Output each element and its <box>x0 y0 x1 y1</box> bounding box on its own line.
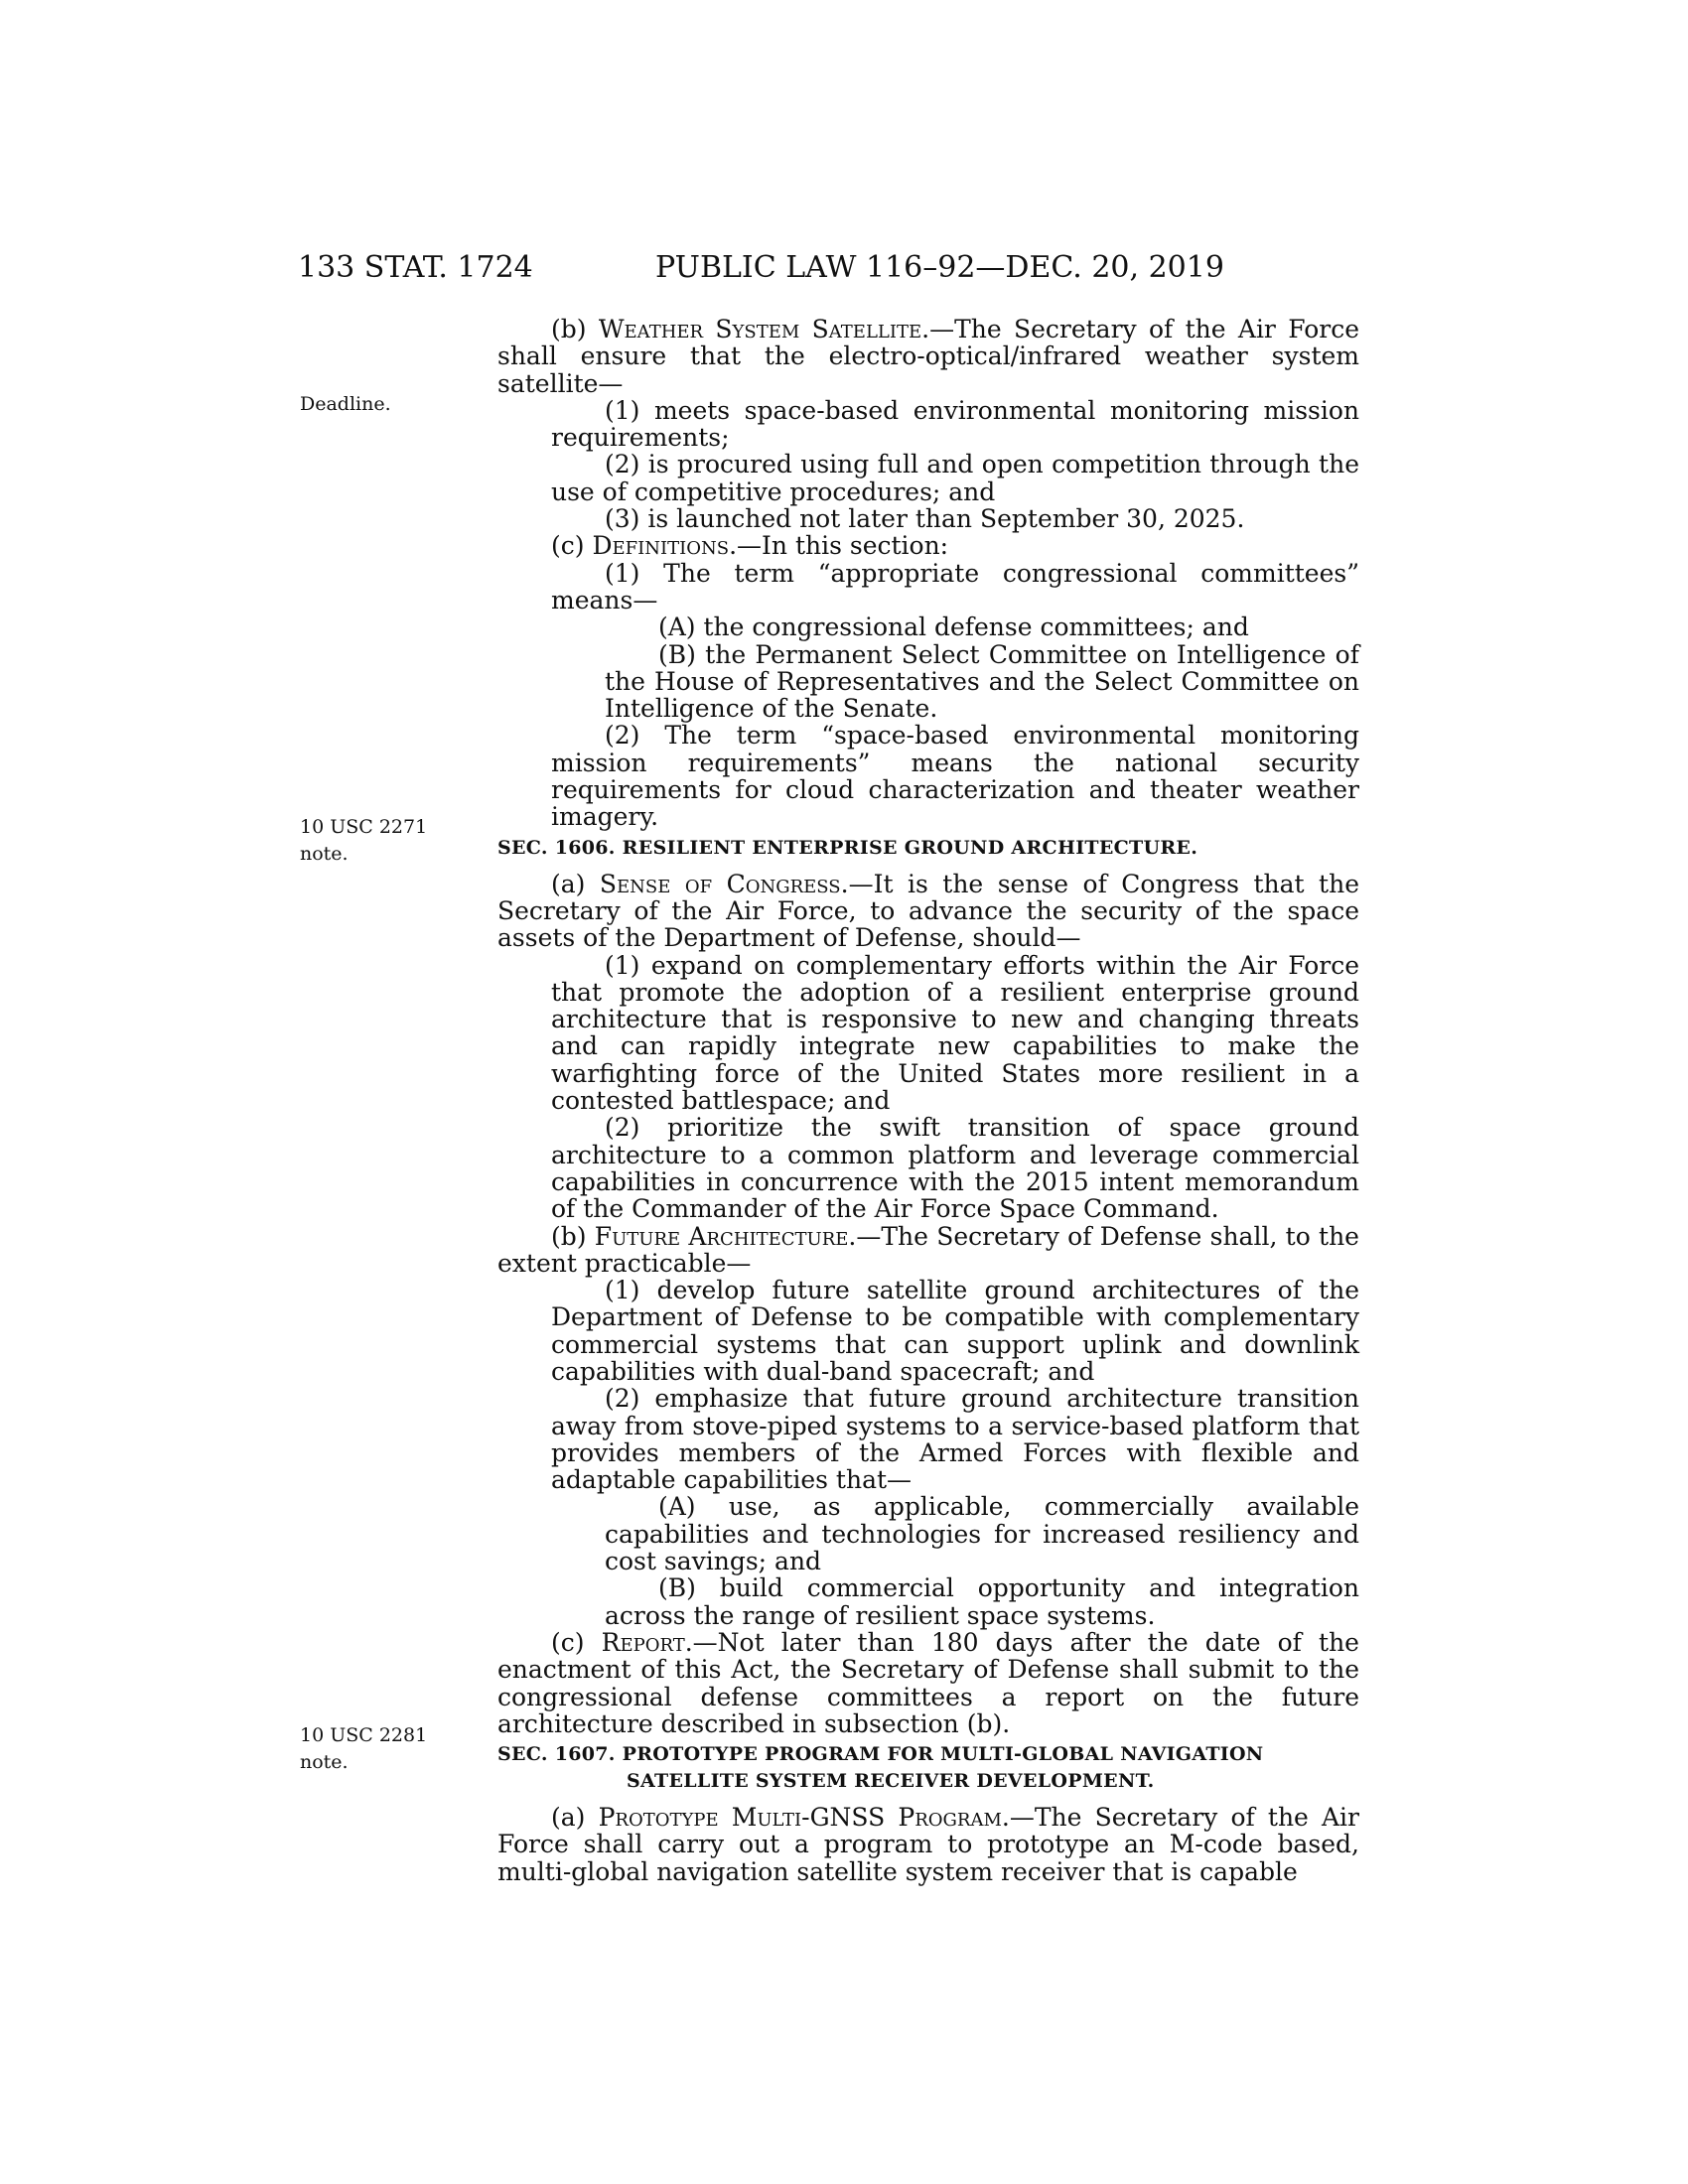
section-heading-line: SATELLITE SYSTEM RECEIVER DEVELOPMENT. <box>627 1770 1155 1793</box>
subparagraph-c1A: (A) the congressional defense committees; and <box>658 613 1249 642</box>
subsection-heading: Report. <box>601 1627 693 1657</box>
paragraph-b1: (1) meets space-based environmental monitoring mission requirements; <box>551 395 1359 453</box>
subsection-heading: Future Architecture. <box>594 1221 857 1251</box>
subsection-heading: Prototype Multi-GNSS Program. <box>598 1803 1010 1833</box>
margin-note-line: note. <box>300 1751 349 1773</box>
paragraph-c2: (2) The term “space-based environmental monitoring mission requirements” means the national security requirements for cloud characterization and theater weather imagery. <box>551 721 1359 832</box>
law-text-body <box>497 316 1359 1885</box>
subparagraph-c1B: (B) the Permanent Select Committee on Intelligence of the House of Representatives and the Select Committee on Intelligence of the Senate. <box>605 639 1359 724</box>
section-heading-line: SEC. 1607. PROTOTYPE PROGRAM FOR MULTI-GLOBAL NAVIGATION <box>497 1743 1264 1766</box>
subsection-a-sense-of-congress: (a) Sense of Congress.—It is the sense of Congress that the Secretary of the Air Force, to advance the security of the space assets of the Department of Defense, should— <box>497 869 1359 953</box>
page-header <box>298 250 1360 290</box>
paragraph-a2: (2) prioritize the swift transition of space ground architecture to a common platform and leverage commercial capabilities in concurrence with the 2015 intent memorandum of the Commander of the Air Force Space Command. <box>551 1113 1359 1224</box>
paragraph-fb2: (2) emphasize that future ground architecture transition away from stove-piped systems to a service-based platform that provides members of the Armed Forces with flexible and adaptable capabilities that— <box>551 1384 1359 1495</box>
subsection-c-report: (c) Report.—Not later than 180 days after the date of the enactment of this Act, the Secretary of Defense shall submit to the congressional defense committees a report on the future architecture described in subsection (b). <box>497 1627 1359 1738</box>
paragraph-fb1: (1) develop future satellite ground architectures of the Department of Defense to be compatible with complementary commercial systems that can support uplink and downlink capabilities with dual-band spacecraft; and <box>551 1276 1359 1386</box>
margin-note-line: 10 USC 2271 <box>300 816 428 838</box>
margin-note-text: Deadline. <box>300 393 391 415</box>
paragraph-b2: (2) is procured using full and open competition through the use of competitive procedures; and <box>551 450 1359 506</box>
subsection-c-definitions: (c) Definitions.—In this section: <box>551 531 949 561</box>
margin-note-line: note. <box>300 843 349 865</box>
section-1607-heading <box>497 1741 1359 1795</box>
paragraph-a1: (1) expand on complementary efforts within the Air Force that promote the adoption of a resilient enterprise ground architecture that is responsive to new and changing threats and can rapidly integrate new capabilities to make the warfighting force of the United States more resilient in a contested battlespace; and <box>551 950 1359 1116</box>
subsection-b-weather-system-satellite: (b) Weather System Satellite.—The Secretary of the Air Force shall ensure that the electro-optical/infrared weather system satellite— <box>497 315 1359 398</box>
margin-note-usc-2271 <box>300 814 427 868</box>
margin-note-deadline <box>300 391 391 418</box>
subsection-heading: Sense of Congress. <box>599 869 849 898</box>
paragraph-c1: (1) The term “appropriate congressional committees” means— <box>551 558 1359 614</box>
subsection-b-future-architecture: (b) Future Architecture.—The Secretary of Defense shall, to the extent practicable— <box>497 1221 1359 1278</box>
subsection-heading: Definitions. <box>592 531 738 561</box>
section-1606-heading: SEC. 1606. RESILIENT ENTERPRISE GROUND ARCHITECTURE. <box>497 836 1198 859</box>
subparagraph-fb2B: (B) build commercial opportunity and integration across the range of resilient space systems. <box>605 1573 1359 1630</box>
margin-note-line: 10 USC 2281 <box>300 1724 428 1746</box>
margin-note-usc-2281 <box>300 1722 427 1776</box>
subparagraph-fb2A: (A) use, as applicable, commercially available capabilities and technologies for increased resiliency and cost savings; and <box>605 1492 1359 1576</box>
paragraph-b3: (3) is launched not later than September 30, 2025. <box>605 504 1245 534</box>
subsection-a-prototype-multi-gnss-program: (a) Prototype Multi-GNSS Program.—The Secretary of the Air Force shall carry out a program to prototype an M-code based, multi-global navigation satellite system receiver that is capable <box>497 1803 1360 1886</box>
subsection-heading: Weather System Satellite. <box>598 315 930 343</box>
statute-page-number: 133 STAT. 1724 <box>298 250 533 285</box>
running-title: PUBLIC LAW 116–92—DEC. 20, 2019 <box>655 250 1224 285</box>
